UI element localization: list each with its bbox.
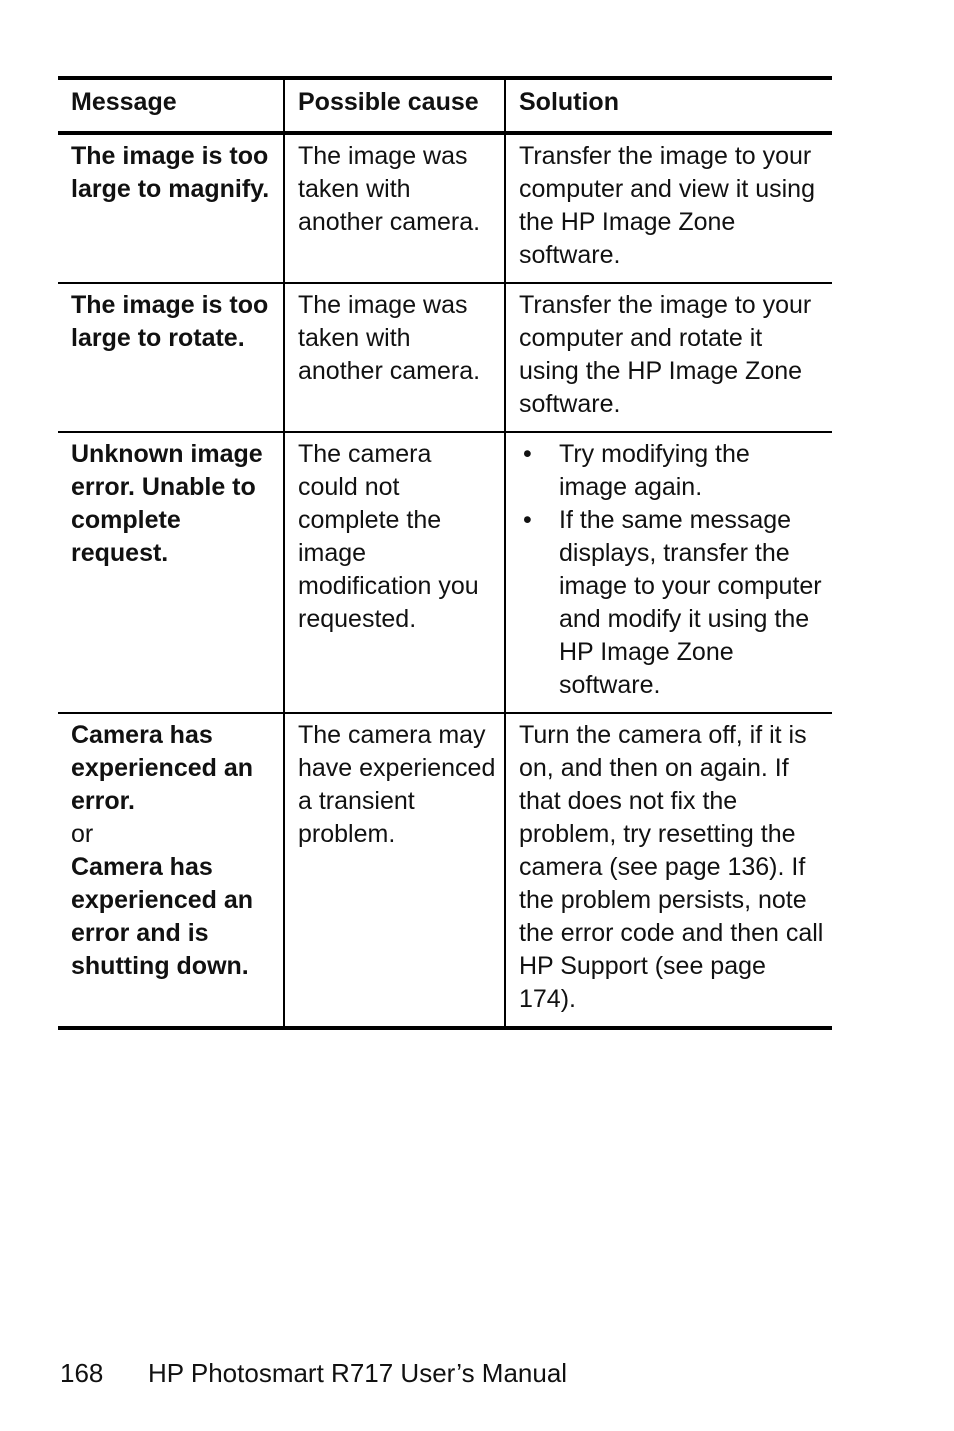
solution-cell: Transfer the image to your computer and rotate it using the HP Image Zone software. [505, 283, 832, 432]
header-possible-cause: Possible cause [284, 78, 505, 133]
solution-bullet: • Try modifying the image again. [519, 438, 824, 504]
table-row [58, 283, 832, 432]
message-line: Camera has experienced an error and is shutting down. [71, 853, 254, 980]
message-cell: Unknown image error. Unable to complete request. [58, 432, 284, 713]
cause-cell: The camera may have experienced a transient problem. [284, 713, 505, 1028]
message-cell: The image is too large to magnify. [71, 142, 270, 203]
table-row [58, 432, 832, 713]
header-message: Message [58, 78, 284, 133]
page-number: 168 [60, 1358, 104, 1388]
solution-cell: Turn the camera off, if it is on, and then on again. If that does not fix the problem, try resetting the camera (see page 136). If the problem persists, note the error code and then call HP Support (see page 174). [505, 713, 832, 1028]
message-line: Camera has experienced an error. [71, 721, 254, 815]
manual-title: HP Photosmart R717 User’s Manual [148, 1358, 568, 1388]
solution-bullet: • If the same message displays, transfer the image to your computer and modify it using the HP Image Zone software. [519, 504, 824, 702]
table-row [58, 713, 832, 1028]
header-solution: Solution [505, 78, 832, 133]
solution-cell [505, 432, 832, 713]
table-header-row [58, 78, 832, 133]
message-or: or [71, 820, 94, 848]
troubleshooting-table [58, 76, 832, 1030]
cause-cell: The image was taken with another camera. [284, 283, 505, 432]
cause-cell: The camera could not complete the image modification you requested. [284, 432, 505, 713]
solution-cell: Transfer the image to your computer and view it using the HP Image Zone software. [505, 133, 832, 283]
solution-bullet-list [519, 438, 824, 702]
table-row [58, 133, 832, 283]
cause-cell: The image was taken with another camera. [284, 133, 505, 283]
page-footer [60, 1356, 567, 1390]
message-cell: The image is too large to rotate. [58, 283, 284, 432]
message-cell [58, 713, 284, 1028]
